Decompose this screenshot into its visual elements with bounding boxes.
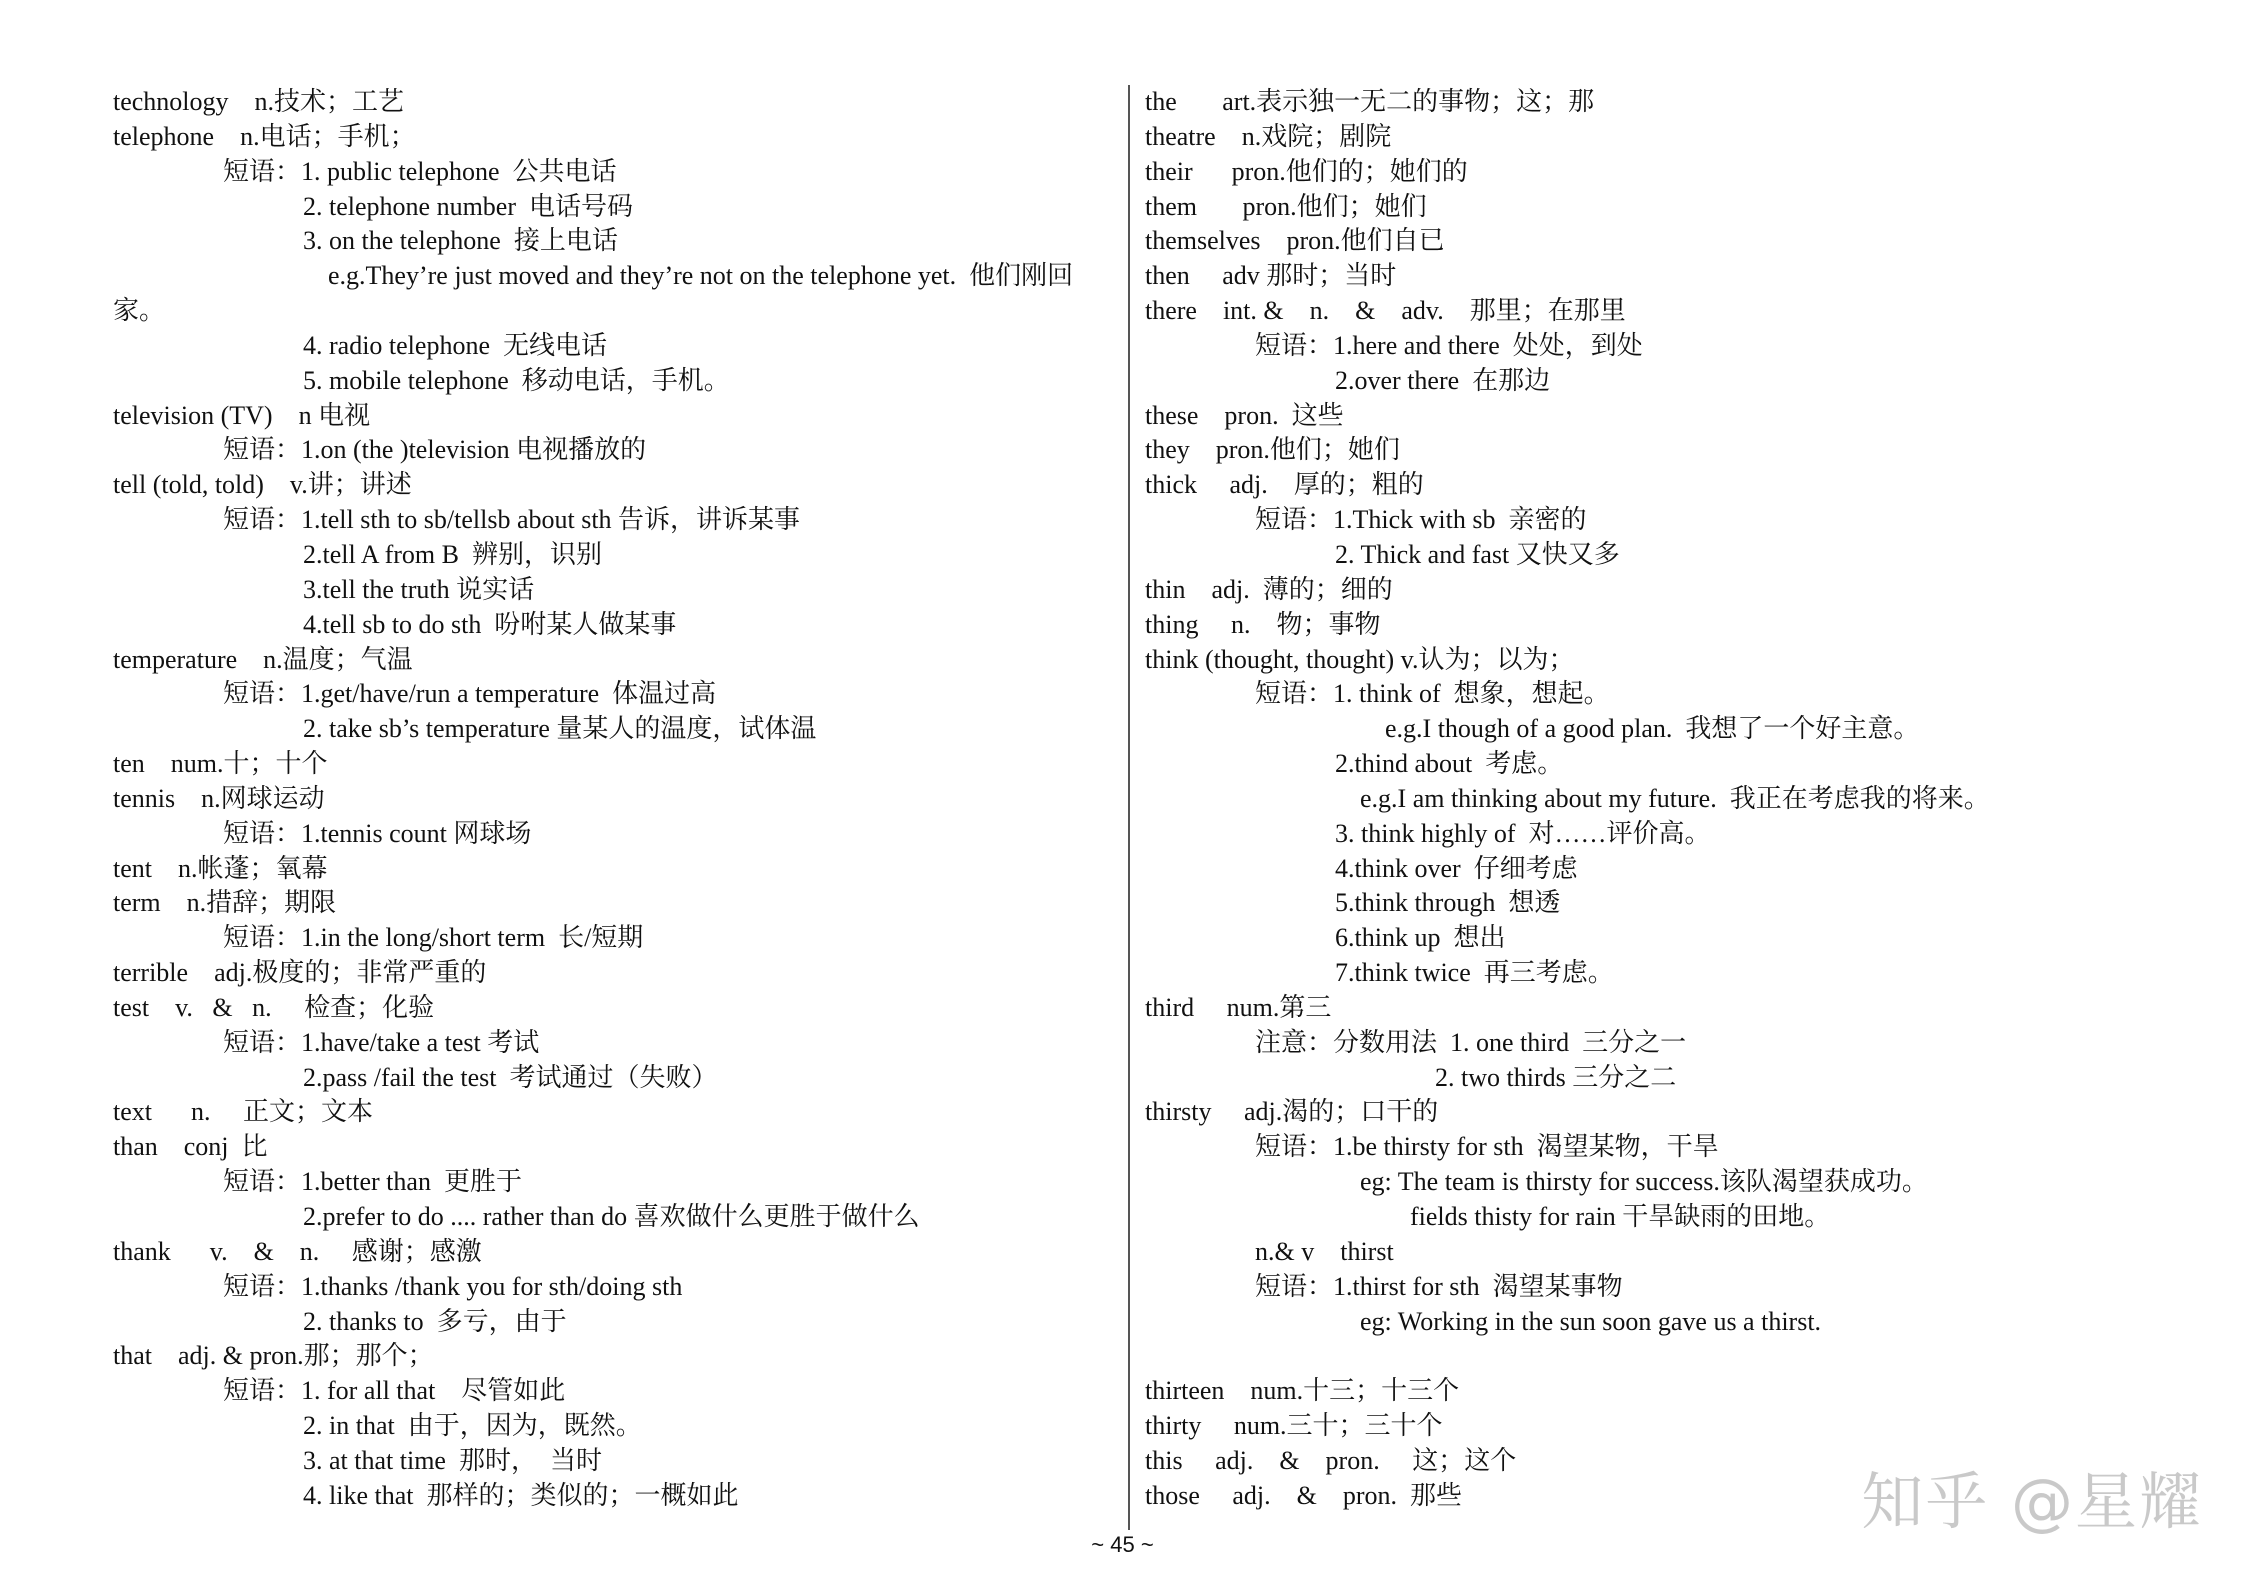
- entry-line: theatre n.戏院；剧院: [1145, 121, 1392, 151]
- entry-line: 2. Thick and fast 又快又多: [1335, 539, 1620, 569]
- entry-line: them pron.他们；她们: [1145, 191, 1427, 221]
- entry-line: fields thisty for rain 干旱缺雨的田地。: [1410, 1202, 1831, 1231]
- entry-line: 2.pass /fail the test 考试通过（失败）: [303, 1062, 718, 1092]
- entry-line: terrible adj.极度的；非常严重的: [113, 958, 487, 988]
- entry-line: 短语：1.on (the )television 电视播放的: [223, 435, 647, 465]
- entry-line: television (TV) n 电视: [113, 400, 371, 430]
- entry-line: 5. mobile telephone 移动电话，手机。: [303, 365, 730, 395]
- entry-line: test v. & n. 检查；化验: [113, 992, 435, 1022]
- entry-line: tell (told, told) v.讲；讲述: [113, 470, 412, 500]
- entry-line: they pron.他们；她们: [1145, 435, 1400, 465]
- entry-line: 短语：1.thanks /thank you for sth/doing sth: [223, 1271, 683, 1301]
- entry-line: 短语：1. public telephone 公共电话: [223, 156, 617, 186]
- entry-line: that adj. & pron.那；那个；: [113, 1341, 434, 1371]
- entry-line: 短语：1.Thick with sb 亲密的: [1255, 505, 1587, 535]
- entry-line: 2. two thirds 三分之二: [1435, 1062, 1677, 1092]
- entry-line: this adj. & pron. 这；这个: [1145, 1445, 1517, 1475]
- left-column: [113, 85, 1118, 1514]
- entry-line: 2. take sb’s temperature 量某人的温度，试体温: [303, 714, 817, 744]
- entry-line: eg: The team is thirsty for success.该队渴望获成功。: [1360, 1167, 1928, 1197]
- entry-line: 短语：1.thirst for sth 渴望某事物: [1255, 1271, 1623, 1301]
- entry-line: these pron. 这些: [1145, 400, 1344, 430]
- entry-line: 短语：1.in the long/short term 长/短期: [223, 923, 644, 953]
- entry-line: thin adj. 薄的；细的: [1145, 574, 1393, 604]
- entry-line: tennis n.网球运动: [113, 783, 325, 813]
- entry-line: n.& v thirst: [1255, 1236, 1394, 1266]
- entry-line: thank v. & n. 感谢；感激: [113, 1236, 482, 1266]
- entry-line: themselves pron.他们自已: [1145, 226, 1445, 256]
- entry-line: thirty num.三十；三十个: [1145, 1411, 1443, 1441]
- entry-line: 短语：1. for all that 尽管如此: [223, 1376, 566, 1406]
- entry-line: third num.第三: [1145, 992, 1332, 1022]
- entry-line: ten num.十；十个: [113, 749, 328, 779]
- entry-line: 6.think up 想出: [1335, 923, 1506, 953]
- page-number: ~ 45 ~: [1091, 1532, 1154, 1557]
- entry-line: 4. like that 那样的；类似的；一概如此: [303, 1480, 739, 1510]
- entry-line: 短语：1.here and there 处处，到处: [1255, 330, 1643, 360]
- watermark: 知乎 @星耀: [1861, 1465, 2203, 1538]
- entry-line: 短语：1.tennis count 网球场: [223, 818, 532, 848]
- column-divider: [1128, 85, 1130, 1530]
- entry-line: 4. radio telephone 无线电话: [303, 330, 607, 360]
- entry-line: thick adj. 厚的；粗的: [1145, 470, 1424, 500]
- entry-line: then adv 那时；当时: [1145, 261, 1397, 291]
- entry-line: 3. at that time 那时， 当时: [303, 1445, 602, 1475]
- entry-line: technology n.技术；工艺: [113, 87, 405, 116]
- entry-line: 3. on the telephone 接上电话: [303, 226, 618, 256]
- entry-line: 3.tell the truth 说实话: [303, 574, 535, 604]
- entry-line: thing n. 物；事物: [1145, 609, 1381, 639]
- entry-line: 短语：1.get/have/run a temperature 体温过高: [223, 679, 717, 709]
- entry-line: 短语：1.better than 更胜于: [223, 1167, 522, 1197]
- entry-line: 5.think through 想透: [1335, 888, 1561, 918]
- entry-line: temperature n.温度；气温: [113, 644, 413, 674]
- right-column: [1145, 85, 2145, 1514]
- entry-line: the art.表示独一无二的事物；这；那: [1145, 87, 1595, 116]
- entry-line: thirteen num.十三；十三个: [1145, 1376, 1460, 1406]
- entry-line: 4.think over 仔细考虑: [1335, 853, 1578, 883]
- entry-line: 2. telephone number 电话号码: [303, 191, 633, 221]
- entry-line: 2. thanks to 多亏，由于: [303, 1306, 567, 1336]
- entry-line: tent n.帐蓬；氧幕: [113, 853, 328, 883]
- entry-line: 短语：1.tell sth to sb/tellsb about sth 告诉，讲诉某事: [223, 505, 801, 535]
- entry-line: e.g.I am thinking about my future. 我正在考虑我的将来。: [1360, 783, 1990, 813]
- entry-line: 3. think highly of 对……评价高。: [1335, 818, 1711, 848]
- entry-line: think (thought, thought) v.认为；以为；: [1145, 644, 1575, 674]
- entry-line: e.g.I though of a good plan. 我想了一个好主意。: [1385, 714, 1920, 744]
- entry-line: 2.prefer to do .... rather than do 喜欢做什么更胜于做什么: [303, 1202, 920, 1231]
- entry-line: there int. & n. & adv. 那里；在那里: [1145, 296, 1626, 326]
- entry-line: text n. 正文；文本: [113, 1097, 373, 1127]
- entry-line: 2. in that 由于，因为，既然。: [303, 1411, 642, 1441]
- entry-line: e.g.They’re just moved and they’re not on the telephone yet. 他们刚回: [328, 261, 1074, 291]
- entry-line: those adj. & pron. 那些: [1145, 1480, 1463, 1510]
- entry-line: thirsty adj.渴的；口干的: [1145, 1097, 1439, 1127]
- entry-line: 家。: [113, 296, 166, 326]
- entry-line: 注意：分数用法 1. one third 三分之一: [1255, 1027, 1687, 1057]
- entry-line: 2.tell A from B 辨别，识别: [303, 539, 603, 569]
- entry-line: 2.over there 在那边: [1335, 365, 1551, 395]
- entry-line: eg: Working in the sun soon gave us a thirst.: [1360, 1306, 1822, 1336]
- entry-line: 短语：1.have/take a test 考试: [223, 1027, 540, 1057]
- entry-line: their pron.他们的；她们的: [1145, 156, 1468, 186]
- entry-line: [1145, 1339, 2145, 1374]
- entry-line: 7.think twice 再三考虑。: [1335, 958, 1614, 988]
- entry-line: 短语：1. think of 想象，想起。: [1255, 679, 1610, 709]
- entry-line: 短语：1.be thirsty for sth 渴望某物，干旱: [1255, 1132, 1719, 1162]
- entry-line: term n.措辞；期限: [113, 888, 337, 918]
- entry-line: 2.thind about 考虑。: [1335, 749, 1564, 779]
- entry-line: telephone n.电话；手机；: [113, 121, 416, 151]
- entry-line: 4.tell sb to do sth 吩咐某人做某事: [303, 609, 677, 639]
- entry-line: than conj 比: [113, 1132, 268, 1162]
